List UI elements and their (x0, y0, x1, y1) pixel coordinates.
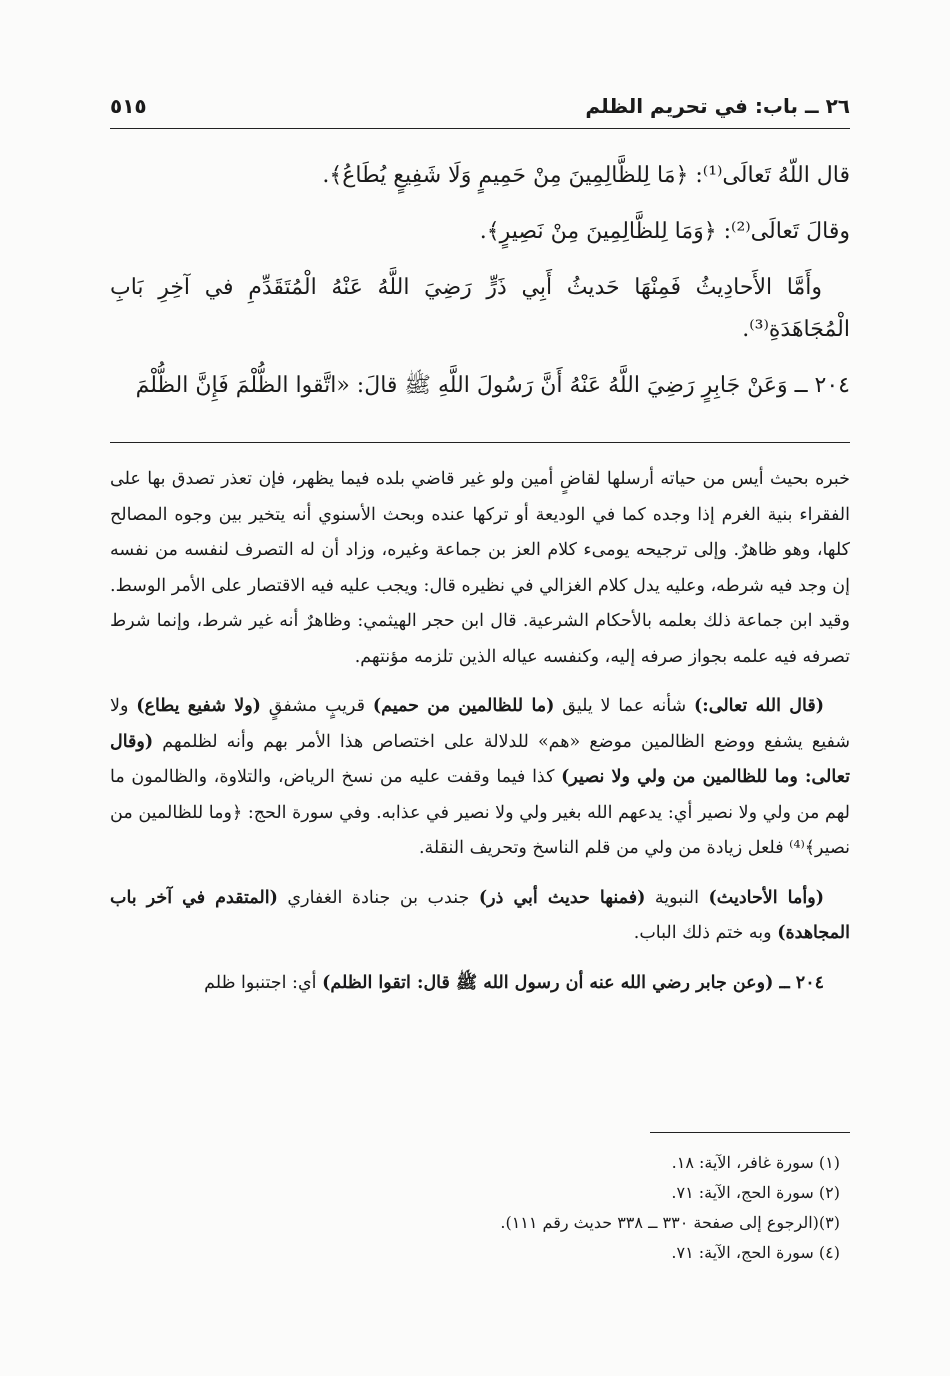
footnote-1: (١) سورة غافر، الآية: ١٨. (671, 1153, 840, 1172)
main-text-divider (110, 442, 850, 443)
commentary-text-run: أي: اجتنبوا ظلم (204, 972, 323, 993)
commentary-paragraph-2 (110, 689, 850, 867)
hadith-204-paragraph: ٢٠٤ ــ وَعَنْ جَابِرٍ رَضِيَ اللَّهُ عَنْهُ أَنَّ رَسُولَ اللَّهِ ﷺ قالَ: «اتَّقوا الظُّلْمَ فَإِنَّ الظُّلْمَ (135, 373, 850, 398)
chapter-title: ٢٦ ــ باب: في تحريم الظلم (585, 94, 850, 118)
commentary-quote: ٢٠٤ ــ (وعن جابر رضي الله عنه أن رسول الله ﷺ قال: اتقوا الظلم) (322, 972, 824, 993)
commentary-quote: (ما للظالمين من حميم) (372, 696, 555, 716)
hadith-reference-paragraph: وأَمَّا الأَحادِيثُ فَمِنْهَا حَديثُ أَبِي ذَرٍّ رَضِيَ اللَّهُ عَنْهُ الْمُتَقَدِّمِ في آخِرِ بَابِ الْمُجَاهَدَةِ⁽³⁾. (110, 275, 850, 342)
commentary-paragraph-1: خبره بحيث أيس من حياته أرسلها لقاضٍ أمين ولو غير قاضي بلده فيما يظهر، فإن تعذر تصدق بها على الفقراء بنية الغرم إذا وجده كما في الوديعة أو تركها عنده وبحث الأسنوي أنه يتخير بين وجوه المصالح كلها، وهو ظاهرٌ. وإلى ترجيحه يومىء كلام العز بن جماعة وغيره، وزاد أن له التصرف لنفسه من نفسه إن وجد فيه شرطه، وعليه يدل كلام الغزالي في نظيره قال: ويجب عليه فيه الاقتصار على الأمر الوسط. وقيد ابن جماعة ذلك بعلمه بالأحكام الشرعية. قال ابن حجر الهيثمي: وظاهرٌ أنه غير شرط، وإنما شرط تصرفه فيه علمه بجواز صرفه إليه، وكنفسه عياله الذين تلزمه مؤنتهم. (110, 469, 850, 667)
page-number: ٥١٥ (110, 94, 147, 118)
footnote-separator (650, 1132, 850, 1133)
commentary-text-run: ولا شفيع يشفع ووضع الظالمين موضع «هم» للدلالة على اختصاص هذا الأمر بهم وأنه لظلمهم (110, 696, 850, 752)
commentary-quote: (المتقدم في آخر باب المجاهدة) (110, 887, 850, 943)
main-text (110, 155, 850, 421)
commentary-paragraph-4 (110, 966, 850, 1002)
footnote-3: (٣)(الرجوع إلى صفحة ٣٣٠ ــ ٣٣٨ حديث رقم ١١١). (500, 1213, 840, 1232)
commentary-text-run: كذا فيما وقفت عليه من نسخ الرياض، والتلاوة، والظالمون ما لهم من ولي ولا نصير أي: يدعهم الله بغير ولي ولا نصير في عذابه. وفي سورة الحج: ﴿وما للظالمين من نصير﴾⁽⁴⁾ فلعل زيادة من ولي من قلم الناسخ وتحريف النقلة. (110, 767, 850, 858)
footnote-4: (٤) سورة الحج، الآية: ٧١. (671, 1243, 840, 1262)
footnote-2: (٢) سورة الحج، الآية: ٧١. (671, 1183, 840, 1202)
verse-paragraph-2: وقالَ تَعالَى⁽²⁾: ﴿وَمَا لِلظَّالِمِينَ مِنْ نَصِيرٍ﴾. (479, 219, 850, 244)
commentary-quote: (ولا شفيع يطاع) (136, 696, 261, 716)
commentary-text-run: شأنه عما لا يليق (554, 696, 694, 716)
footnotes (300, 1148, 840, 1268)
commentary-text-run: النبوية (645, 887, 709, 908)
commentary-paragraph-3 (110, 881, 850, 952)
commentary-text-run: قريبٍ مشفقٍ (260, 696, 373, 716)
commentary-quote: (وقال تعالى: وما للظالمين من ولي ولا نصير) (110, 731, 851, 787)
commentary-quote: (فمنها حديث أبي ذر) (478, 887, 646, 908)
commentary-quote: (وأما الأحاديث) (708, 887, 824, 908)
commentary-quote: (قال الله تعالى:) (694, 696, 824, 716)
commentary-text (110, 462, 850, 1015)
page-header (110, 88, 850, 129)
commentary-text-run: جندب بن جنادة الغفاري (277, 887, 479, 908)
commentary-text-run: وبه ختم ذلك الباب. (633, 923, 778, 943)
verse-paragraph-1: قال اللّهُ تَعالَى⁽¹⁾: ﴿مَا لِلظَّالِمِينَ مِنْ حَمِيمٍ وَلَا شَفِيعٍ يُطَاعُ﴾. (322, 163, 850, 188)
